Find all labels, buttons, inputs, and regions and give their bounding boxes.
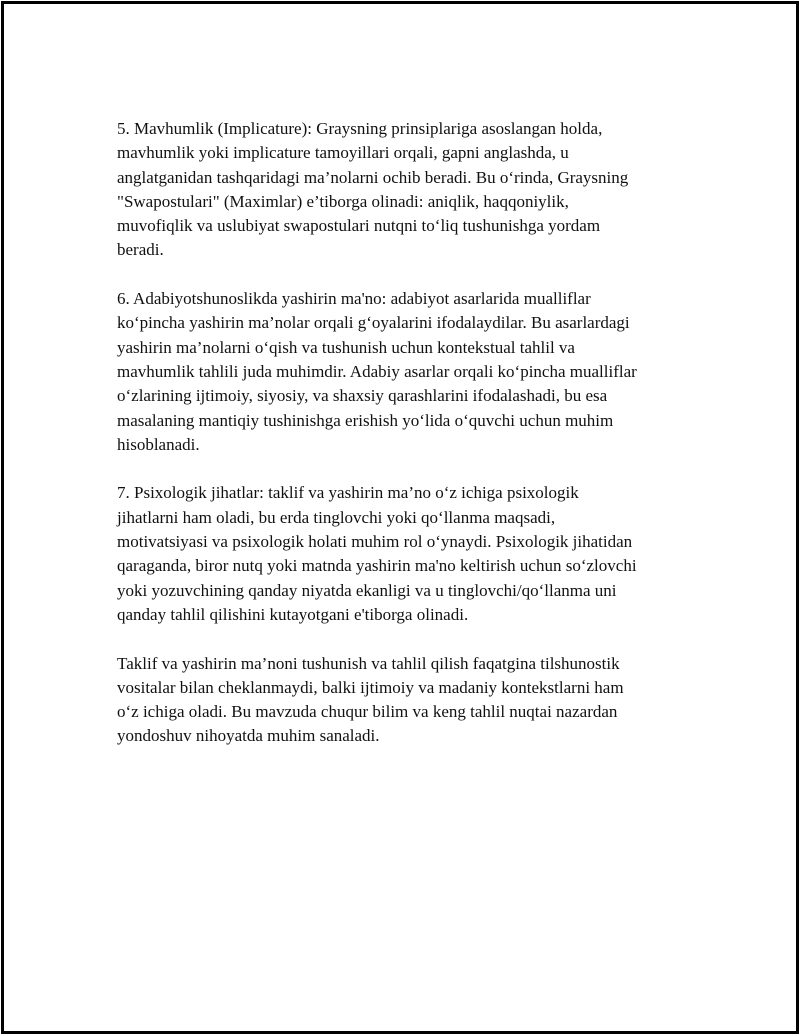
text-line: beradi. — [117, 240, 164, 260]
paragraph-psychological-aspects — [117, 481, 677, 627]
text-line: vositalar bilan cheklanmaydi, balki ijtimoiy va madaniy kontekstlarni ham — [117, 677, 624, 697]
text-line: yoki yozuvchining qanday niyatda ekanligi va u tinglovchi/qo‘llanma uni — [117, 580, 617, 600]
text-line: masalaning mantiqiy tushinishga erishish yo‘lida o‘quvchi uchun muhim — [117, 410, 614, 430]
text-line: muvofiqlik va uslubiyat swapostulari nutqni to‘liq tushunishga yordam — [117, 216, 601, 236]
paragraph-conclusion — [117, 652, 677, 749]
text-line: hisoblanadi. — [117, 434, 200, 454]
text-line: motivatsiyasi va psixologik holati muhim rol o‘ynaydi. Psixologik jihatidan — [117, 532, 633, 552]
text-line: "Swapostulari" (Maximlar) e’tiborga olinadi: aniqlik, haqqoniylik, — [117, 191, 569, 211]
paragraph-literary-studies — [117, 287, 677, 457]
text-line: ko‘pincha yashirin ma’nolar orqali g‘oyalarini ifodalaydilar. Bu asarlardagi — [117, 313, 630, 333]
text-line: qanday tahlil qilishini kutayotgani e'tiborga olinadi. — [117, 604, 469, 624]
text-line: o‘zlarining ijtimoiy, siyosiy, va shaxsiy qarashlarini ifodalashadi, bu esa — [117, 386, 608, 406]
text-line: 5. Mavhumlik (Implicature): Graysning prinsiplariga asoslangan holda, — [117, 119, 603, 138]
text-line: mavhumlik tahlili juda muhimdir. Adabiy asarlar orqali ko‘pincha mualliflar — [117, 361, 637, 381]
text-line: o‘z ichiga oladi. Bu mavzuda chuqur bilim va keng tahlil nuqtai nazardan — [117, 702, 618, 722]
paragraph-implicature — [117, 117, 677, 263]
text-line: yashirin ma’nolarni o‘qish va tushunish uchun kontekstual tahlil va — [117, 337, 575, 357]
text-line: Taklif va yashirin ma’noni tushunish va tahlil qilish faqatgina tilshunostik — [117, 653, 620, 673]
text-line: mavhumlik yoki implicature tamoyillari orqali, gapni anglashda, u — [117, 143, 569, 163]
text-line: yondoshuv nihoyatda muhim sanaladi. — [117, 726, 380, 746]
text-line: anglatganidan tashqaridagi ma’nolarni ochib beradi. Bu o‘rinda, Graysning — [117, 167, 629, 187]
text-line: qaraganda, biror nutq yoki matnda yashirin ma'no keltirish uchun so‘zlovchi — [117, 556, 637, 576]
text-line: 6. Adabiyotshunoslikda yashirin ma'no: adabiyot asarlarida mualliflar — [117, 289, 591, 309]
text-line: jihatlarni ham oladi, bu erda tinglovchi yoki qo‘llanma maqsadi, — [117, 507, 556, 527]
text-line: 7. Psixologik jihatlar: taklif va yashirin ma’no o‘z ichiga psixologik — [117, 483, 579, 503]
document-body — [117, 117, 677, 773]
